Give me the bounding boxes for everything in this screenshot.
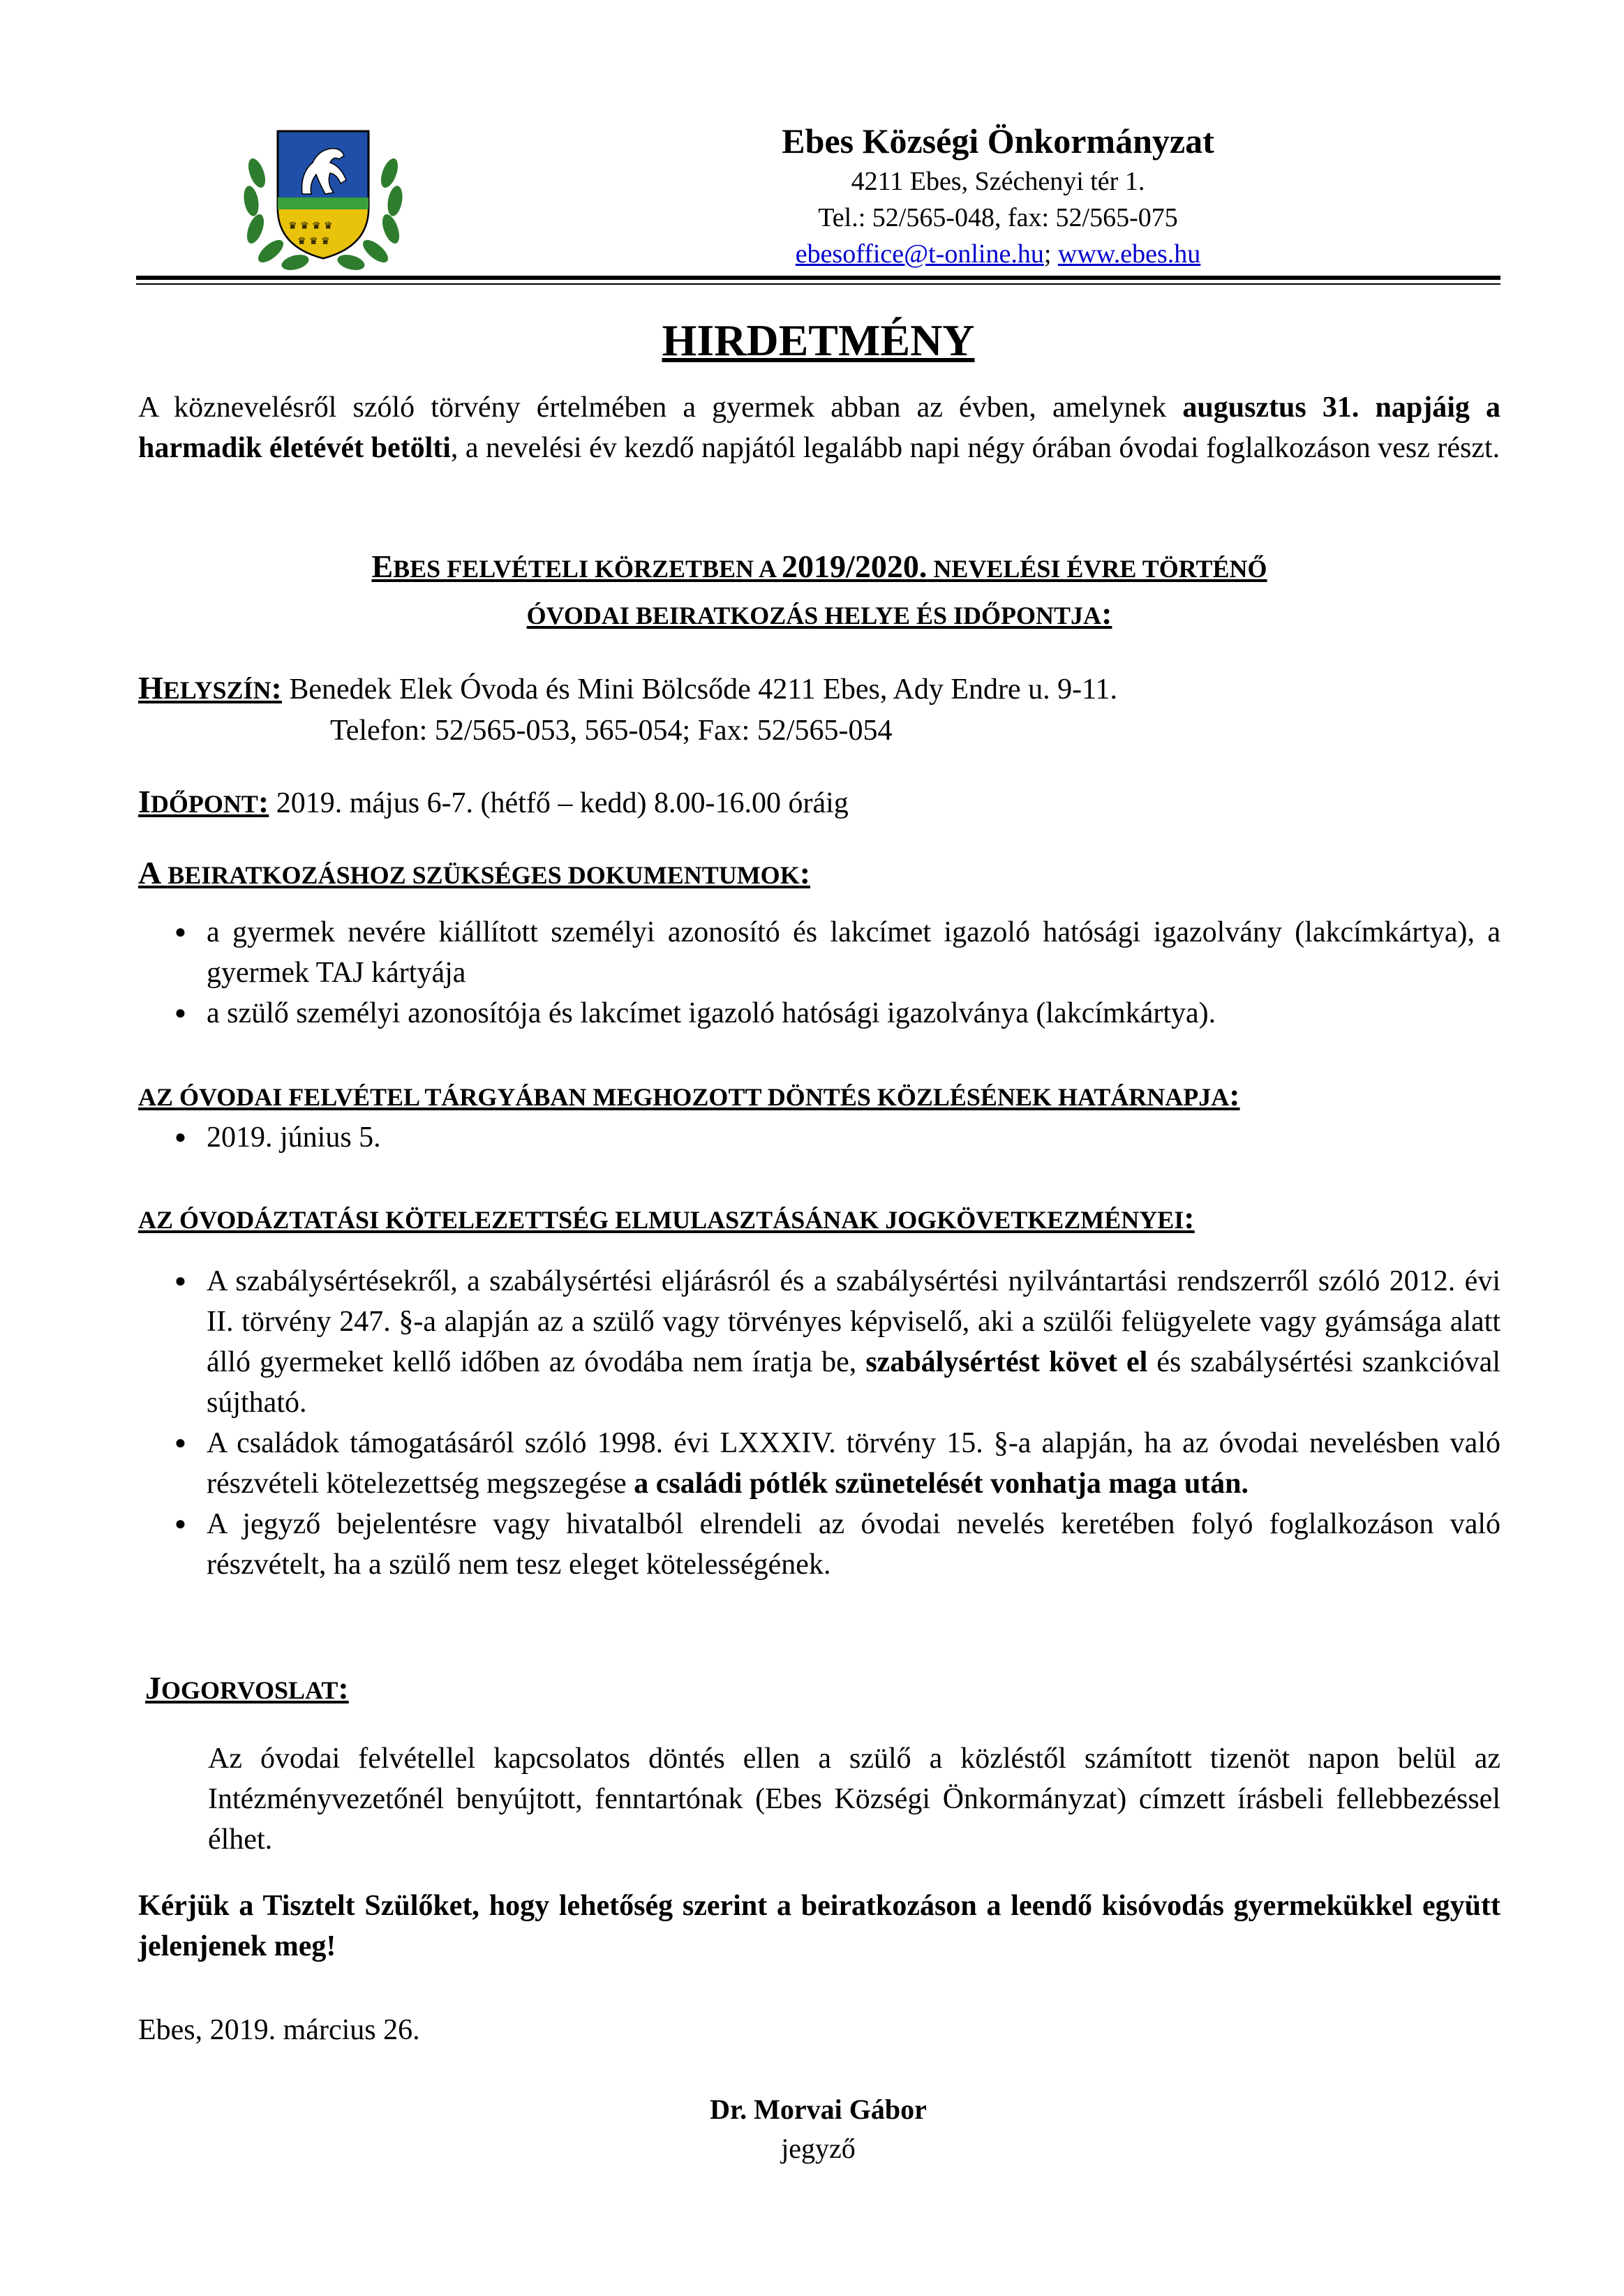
email-link[interactable]: ebesoffice@t-online.hu: [795, 239, 1044, 269]
list-item: ● a gyermek nevére kiállított személyi azonosító és lakcímet igazoló hatósági igazolvány (lakcímkártya), a gyermek TAJ kártyája: [138, 912, 1500, 993]
remedy-heading: JOGORVOSLAT:: [145, 1670, 349, 1706]
svg-text:♛ ♛ ♛ ♛: ♛ ♛ ♛ ♛: [288, 221, 333, 232]
enrollment-heading-line-2: ÓVODAI BEIRATKOZÁS HELYE ÉS IDŐPONTJA:: [526, 595, 1112, 631]
enrollment-heading: [138, 544, 1500, 638]
list-item: ● 2019. június 5.: [138, 1117, 1500, 1158]
header-divider-thick: [136, 276, 1500, 280]
remedy-text: Az óvodai felvétellel kapcsolatos döntés ellen a szülő a közléstől számított tizenöt napon belül az Intézményvezetőnél benyújtott, fenntartónak (Ebes Községi Önkormányzat) címzett írásbeli fellebbezéssel élhet.: [208, 1743, 1500, 1856]
intro-text-1: A köznevelésről szóló törvény értelmében a gyermek abban az évben, amelynek: [138, 392, 1183, 424]
decision-list: [138, 1117, 1500, 1158]
documents-heading: A BEIRATKOZÁSHOZ SZÜKSÉGES DOKUMENTUMOK:: [138, 855, 811, 890]
consequences-list: [138, 1261, 1500, 1585]
signatory-role: jegyző: [781, 2133, 856, 2164]
enrollment-heading-line-1: EBES FELVÉTELI KÖRZETBEN A 2019/2020. NEVELÉSI ÉVRE TÖRTÉNŐ: [371, 549, 1267, 584]
header-divider-thin: [136, 283, 1500, 285]
list-item: ● A szabálysértésekről, a szabálysértési eljárásról és a szabálysértési nyilvántartási rendszerről szóló 2012. évi II. törvény 247. §-a alapján az a szülő vagy törvényes képviselő, aki a szülői felügyelete vagy gyámsága alatt álló gyermeket kellő időben az óvodába nem íratja be, szabálysértést követ el és szabálysértési szankcióval sújtható.: [138, 1261, 1500, 1423]
list-item: ● A családok támogatásáról szóló 1998. évi LXXXIV. törvény 15. §-a alapján, ha az óvodai nevelésben való részvételi kötelezettség megszegése a családi pótlék szünetelését vonhatja maga után.: [138, 1423, 1500, 1504]
consequences-heading: AZ ÓVODÁZTATÁSI KÖTELEZETTSÉG ELMULASZTÁSÁNAK JOGKÖVETKEZMÉNYEI:: [138, 1200, 1195, 1235]
organization-address: 4211 Ebes, Széchenyi tér 1.: [851, 167, 1145, 196]
organization-phone: Tel.: 52/565-048, fax: 52/565-075: [818, 203, 1178, 232]
consequences-section: [138, 1198, 1500, 1585]
intro-paragraph: [138, 387, 1500, 468]
letterhead: [502, 119, 1493, 272]
intro-text-2: , a nevelési év kezdő napjától legalább napi négy órában óvodai foglalkozáson vesz részt.: [450, 432, 1500, 464]
list-item: ● A jegyző bejelentésre vagy hivatalból elrendeli az óvodai nevelés keretében folyó foglalkozáson való részvételt, ha a szülő nem tesz eleget kötelességének.: [138, 1504, 1500, 1585]
time-section: IDŐPONT: 2019. május 6-7. (hétfő – kedd) 8.00-16.00 óráig: [138, 784, 849, 819]
coat-of-arms-icon: [236, 124, 410, 271]
parent-request: Kérjük a Tisztelt Szülőket, hogy lehetőség szerint a beiratkozáson a leendő kisóvodás gyermekükkel együtt jelenjenek meg!: [138, 1890, 1500, 1962]
website-link[interactable]: www.ebes.hu: [1057, 239, 1201, 269]
location-section: HELYSZÍN: Benedek Elek Óvoda és Mini Bölcsőde 4211 Ebes, Ady Endre u. 9-11. Telefon: 52/565-053, 565-054; Fax: 52/565-054: [138, 668, 1500, 751]
list-item: ● a szülő személyi azonosítója és lakcímet igazoló hatósági igazolványa (lakcímkártya).: [138, 993, 1500, 1034]
organization-contacts: [502, 236, 1493, 272]
location-address: Benedek Elek Óvoda és Mini Bölcsőde 4211 Ebes, Ady Endre u. 9-11.: [281, 673, 1118, 706]
intro-bold: augusztus 31. napjáig a harmadik életévét betölti: [138, 392, 1501, 464]
remedy-section: [138, 1668, 1500, 1860]
decision-section: [138, 1075, 1500, 1158]
document-title: HIRDETMÉNY: [662, 315, 975, 365]
documents-list: [138, 912, 1500, 1034]
svg-text:♛ ♛ ♛: ♛ ♛ ♛: [297, 236, 330, 247]
contact-separator: ;: [1043, 239, 1052, 269]
time-value: 2019. május 6-7. (hétfő – kedd) 8.00-16.00 óráig: [269, 787, 849, 819]
decision-heading: AZ ÓVODAI FELVÉTEL TÁRGYÁBAN MEGHOZOTT DÖNTÉS KÖZLÉSÉNEK HATÁRNAPJA:: [138, 1077, 1240, 1112]
location-phone: Telefon: 52/565-053, 565-054; Fax: 52/565-054: [330, 715, 893, 747]
signature-block: [136, 2090, 1500, 2168]
organization-name: Ebes Községi Önkormányzat: [782, 121, 1214, 161]
documents-section: [138, 853, 1500, 1034]
document-date: Ebes, 2019. március 26.: [138, 2014, 420, 2046]
signatory-name: Dr. Morvai Gábor: [710, 2094, 927, 2125]
